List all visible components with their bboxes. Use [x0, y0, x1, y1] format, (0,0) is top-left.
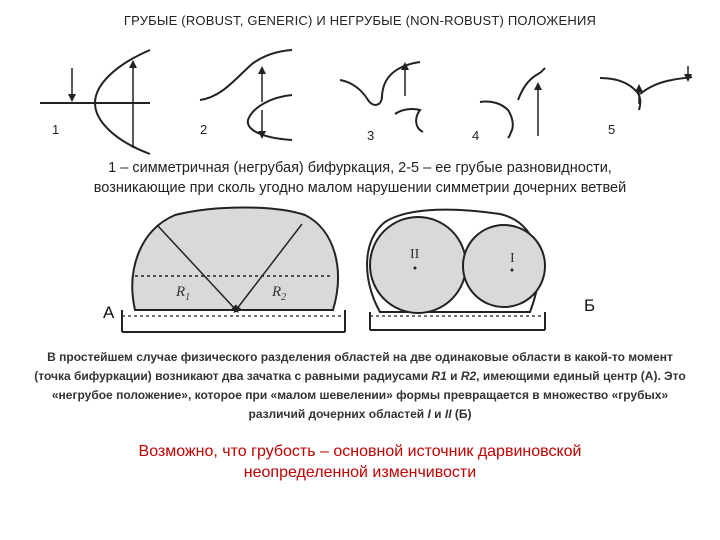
panel-3-label: 3 [367, 128, 375, 143]
figure-b-center-ii [414, 267, 417, 270]
explanation-paragraph: В простейшем случае физического разделения областей на две одинаковые области в какой-то момент (точка бифуркации) возникают два зачатка с равными радиусами R1 и R2, имеющими единый центр (А). Это «негрубое положение», которое при «малом шевелении» формы превращается в множество «грубых» различий дочерних областей I и II (Б) [34, 350, 686, 421]
figure-b-cell-i [463, 225, 545, 307]
panel-3 [340, 62, 423, 132]
conclusion-line-1: Возможно, что грубость – основной источник дарвиновской [138, 443, 582, 460]
panel-2-lower-branch [248, 95, 292, 140]
panel-2 [200, 50, 292, 140]
panel-5 [600, 66, 692, 110]
panel-1 [40, 50, 150, 154]
panel-2-label: 2 [200, 122, 208, 137]
figure-a-label: А [103, 303, 115, 322]
figure-b-label: Б [584, 296, 596, 315]
panel-4 [480, 68, 545, 138]
panel-5-upper-branch [640, 77, 692, 94]
conclusion-line-2: неопределенной изменчивости [243, 464, 477, 481]
caption-line-2: возникающие при сколь угодно малом нарушении симметрии дочерних ветвей [93, 180, 627, 196]
panel-5-label: 5 [608, 122, 616, 137]
figure-a [122, 208, 345, 333]
figure-a-r1-label: $R_1$ [176, 284, 191, 303]
page-title: ГРУБЫЕ (ROBUST, GENERIC) И НЕГРУБЫЕ (NON-ROBUST) ПОЛОЖЕНИЯ [123, 13, 597, 28]
panel-3-upper-branch [340, 62, 420, 105]
figure-b [367, 210, 545, 330]
panel-1-label: 1 [52, 122, 60, 137]
figure-a-r2-label: $R_2$ [272, 284, 287, 303]
panel-3-lower-branch [395, 109, 423, 132]
conclusion-text [60, 441, 660, 483]
caption-line-1: 1 – симметричная (негрубая) бифуркация, 2-5 – ее грубые разновидности, [108, 160, 612, 176]
bifurcation-caption [30, 158, 690, 198]
panel-2-upper-branch [200, 50, 292, 100]
panel-5-lower-branch [600, 78, 640, 110]
figure-b-cell-i-label: I [510, 251, 515, 266]
panel-4-label: 4 [472, 128, 480, 143]
figure-b-cell-ii-label: II [410, 247, 420, 262]
figure-a-dome [132, 208, 338, 311]
panel-4-lower-branch [480, 101, 513, 138]
figure-b-cell-ii [370, 217, 466, 313]
figure-b-center-i [511, 269, 514, 272]
panel-4-upper-branch [518, 68, 545, 100]
